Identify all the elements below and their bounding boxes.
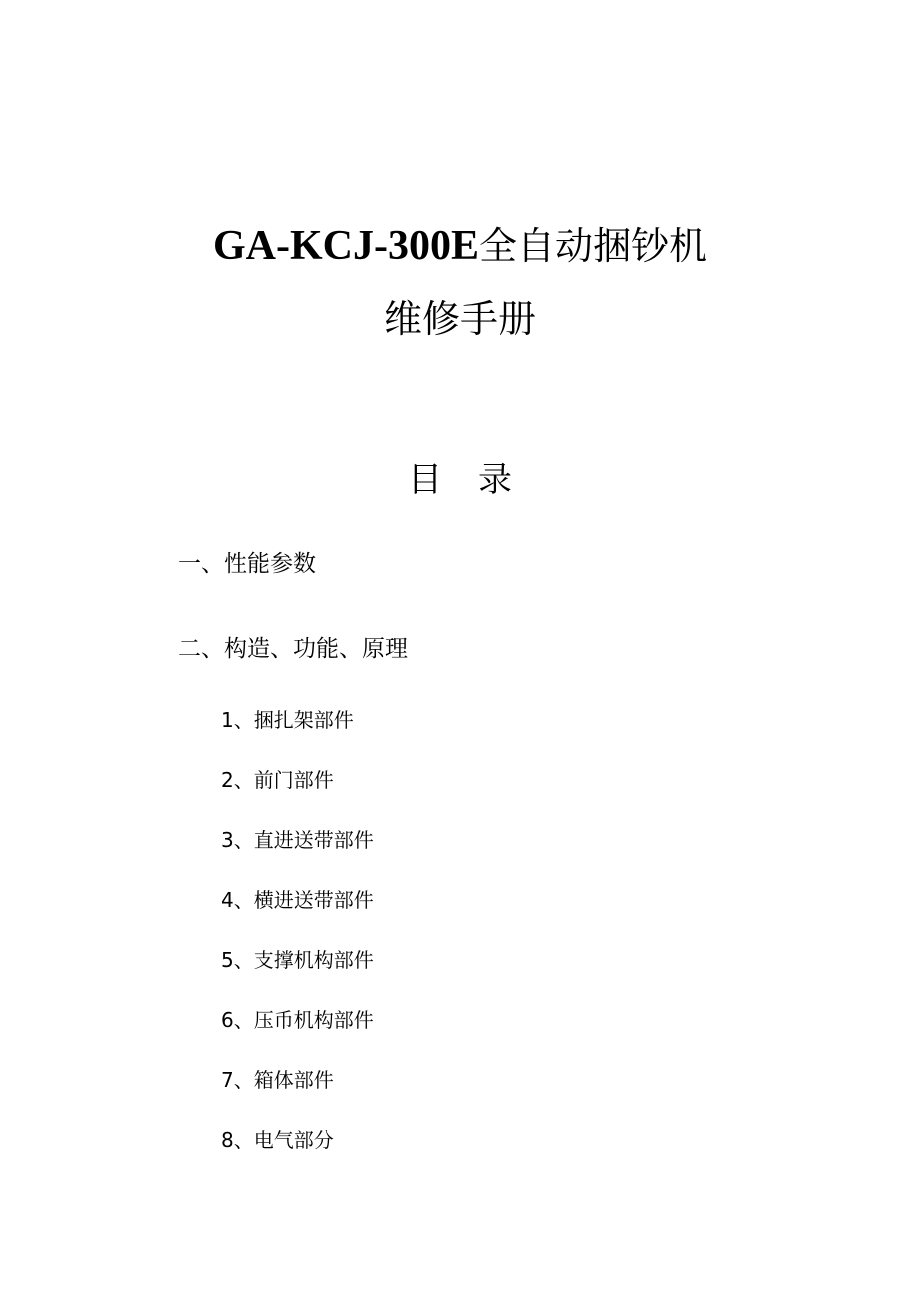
toc-item: 7、箱体部件 bbox=[221, 1068, 334, 1092]
toc-item: 8、电气部分 bbox=[221, 1128, 334, 1152]
toc-item: 2、前门部件 bbox=[221, 768, 334, 792]
toc-item: 4、横进送带部件 bbox=[221, 888, 374, 912]
toc-item: 1、捆扎架部件 bbox=[221, 708, 354, 732]
title-model: GA-KCJ-300E bbox=[212, 223, 479, 269]
toc-item: 6、压币机构部件 bbox=[221, 1008, 374, 1032]
toc-section-1: 一、性能参数 bbox=[178, 551, 316, 577]
toc-heading-char-1: 目 bbox=[408, 460, 442, 500]
toc-section-2: 二、构造、功能、原理 bbox=[178, 636, 408, 662]
document-subtitle: 维修手册 bbox=[383, 297, 536, 341]
title-product-name: 全自动捆钞机 bbox=[478, 224, 707, 268]
toc-item: 5、支撑机构部件 bbox=[221, 948, 374, 972]
toc-heading bbox=[0, 458, 920, 502]
document-title bbox=[0, 222, 920, 270]
toc-item: 3、直进送带部件 bbox=[221, 828, 374, 852]
toc-heading-char-2: 录 bbox=[478, 460, 512, 500]
